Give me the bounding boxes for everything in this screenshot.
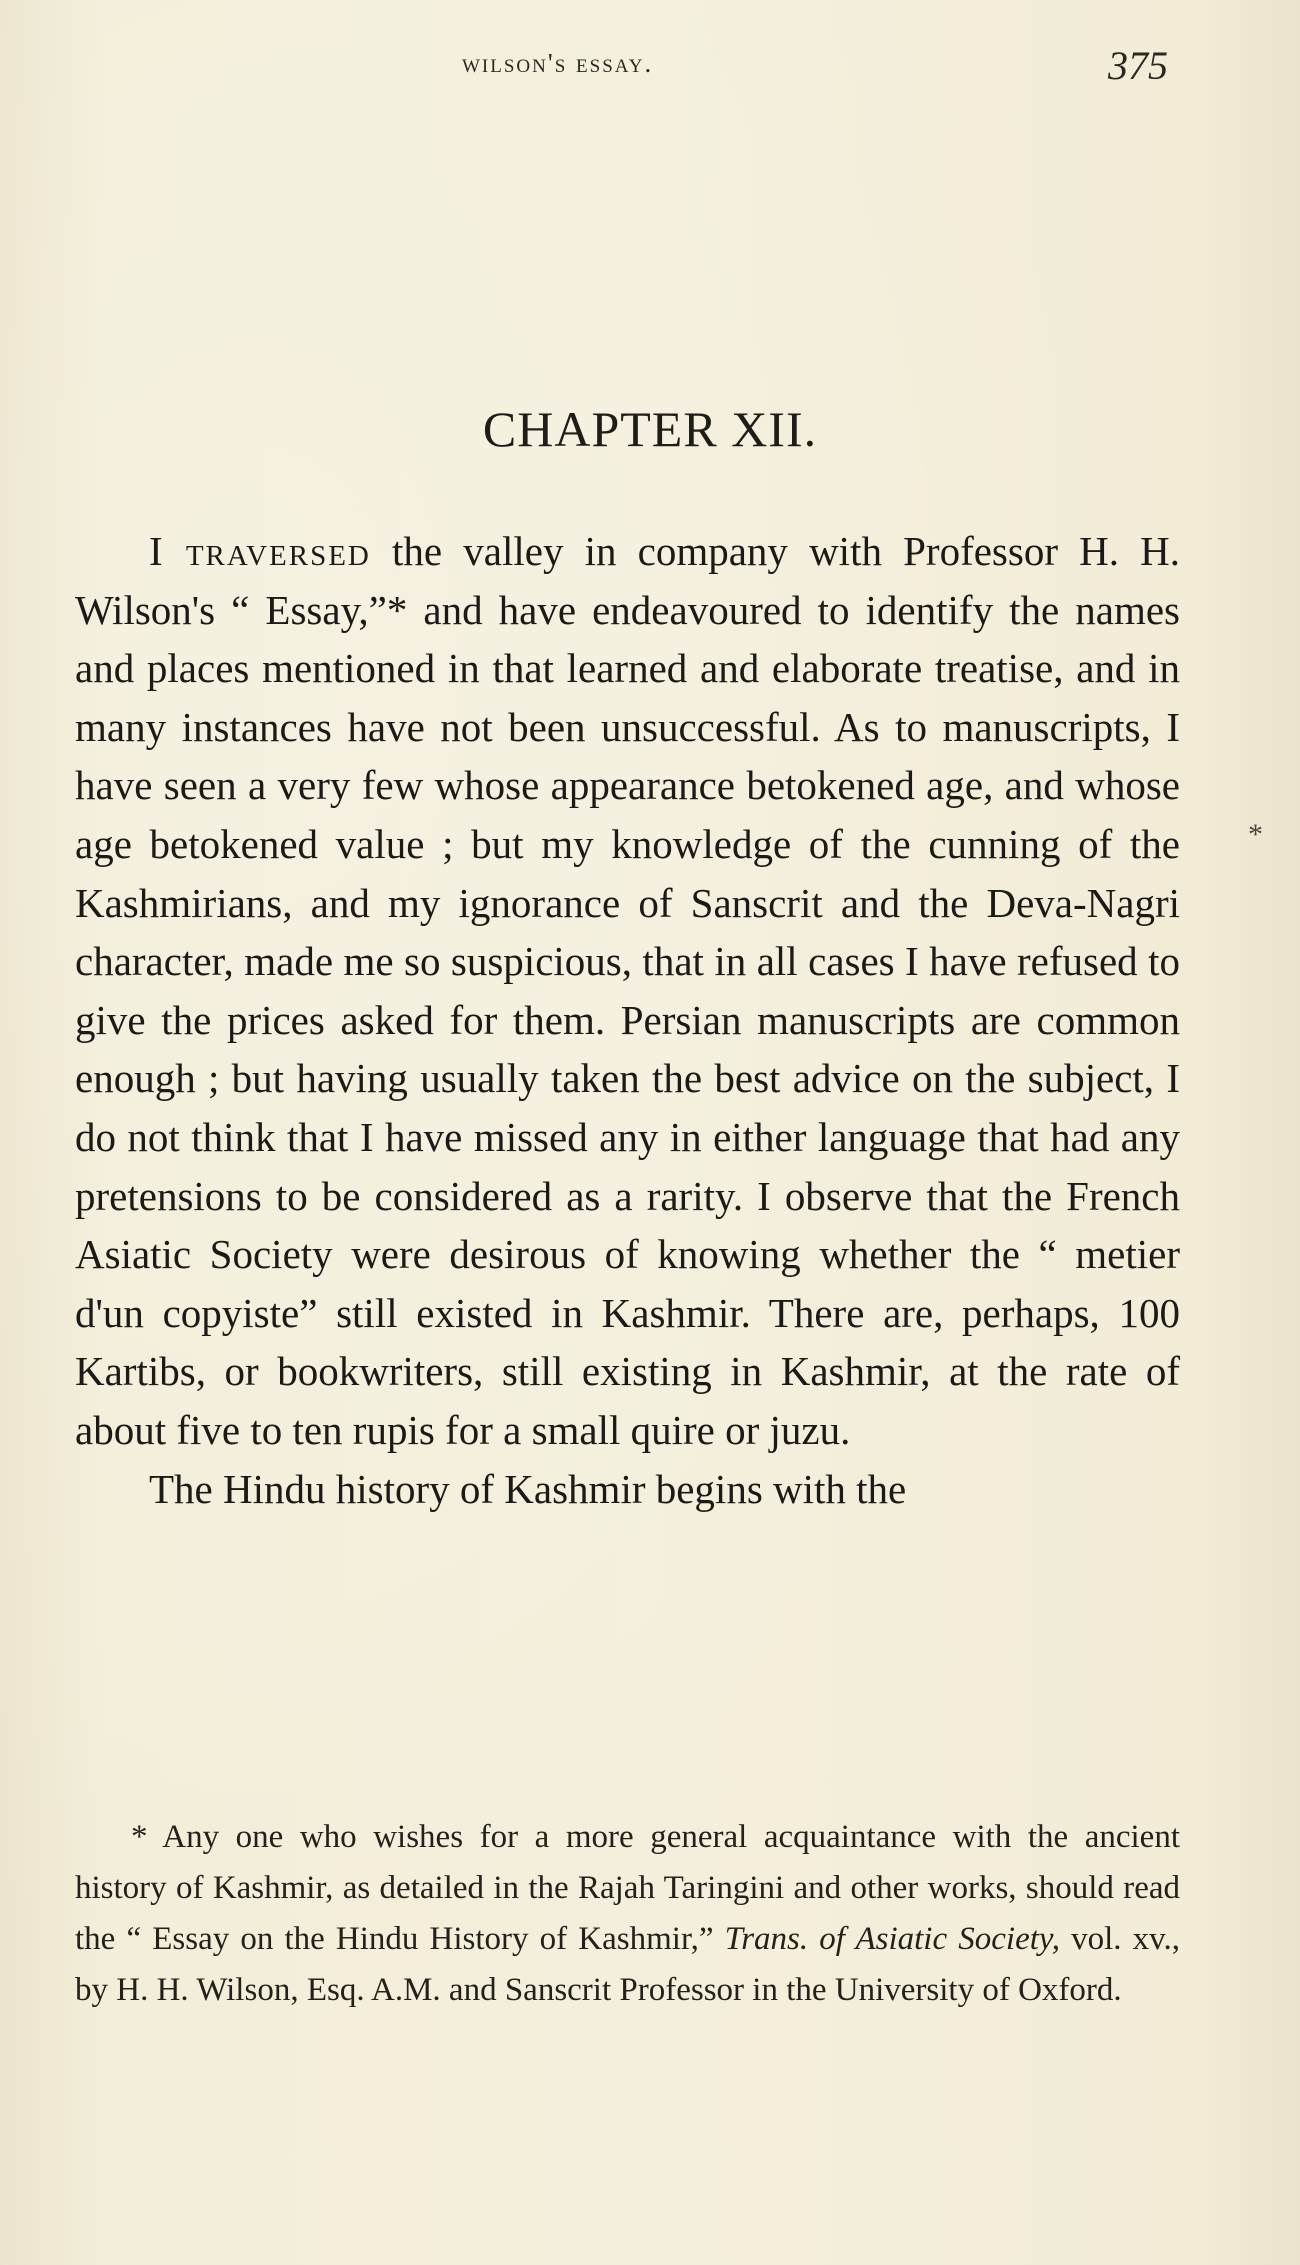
page-number: 375 [1108, 43, 1168, 88]
paragraph-1 [75, 522, 1180, 1460]
footnote-marker: * [131, 1819, 148, 1855]
paragraph-1-text-a: the valley in company with Professor H. H. Wilson's “ Essay,” [75, 528, 1181, 633]
body-text [75, 522, 1180, 1518]
margin-asterisk-mark: * [1248, 818, 1263, 851]
footnote-reference: * [386, 586, 408, 633]
footnote-text [75, 1812, 1180, 2016]
footnote-text-a: Any one who wishes for a more general acquaintance with the ancient history of Kashmir, as detailed in the Rajah Taringini and other works, should read the “ Essay on the Hindu History of Kashmir,” [75, 1819, 1180, 1957]
chapter-title: CHAPTER XII. [482, 401, 818, 457]
footnote-journal-title: Trans. of Asiatic Society, [724, 1921, 1060, 1957]
paragraph-1-text-b: and have endeavoured to identify the names and places mentioned in that learned and elaborate treatise, and in many instances have not been unsuccessful. As to manuscripts, I have seen a very few whose appearance betokened age, and whose age betokened value ; but my knowledge of the cunning of the Kashmirians, and my ignorance of Sanscrit and the Deva-Nagri character, made me so suspicious, that in all cases I have refused to give the prices asked for them. Persian manuscripts are common enough ; but having usually taken the best advice on the subject, I do not think that I have missed any in either language that had any pretensions to be considered as a rarity. I observe that the French Asiatic Society were desirous of knowing whether the “ metier d'un copyiste” still existed in Kashmir. There are, perhaps, 100 Kartibs, or bookwriters, still existing in Kashmir, at the rate of about five to ten rupis for a small quire or juzu. [75, 586, 1180, 1453]
paragraph-2: The Hindu history of Kashmir begins with the [149, 1465, 907, 1512]
opening-letter: I [149, 528, 165, 574]
running-head [0, 42, 1300, 102]
footnote-text-b: vol. xv., by H. H. Wilson, Esq. A.M. and Sanscrit Professor in the University of Oxford. [75, 1921, 1181, 2008]
opening-word: traversed [185, 528, 371, 574]
running-title: wilson's essay. [462, 48, 654, 78]
footnote [75, 1812, 1180, 2016]
